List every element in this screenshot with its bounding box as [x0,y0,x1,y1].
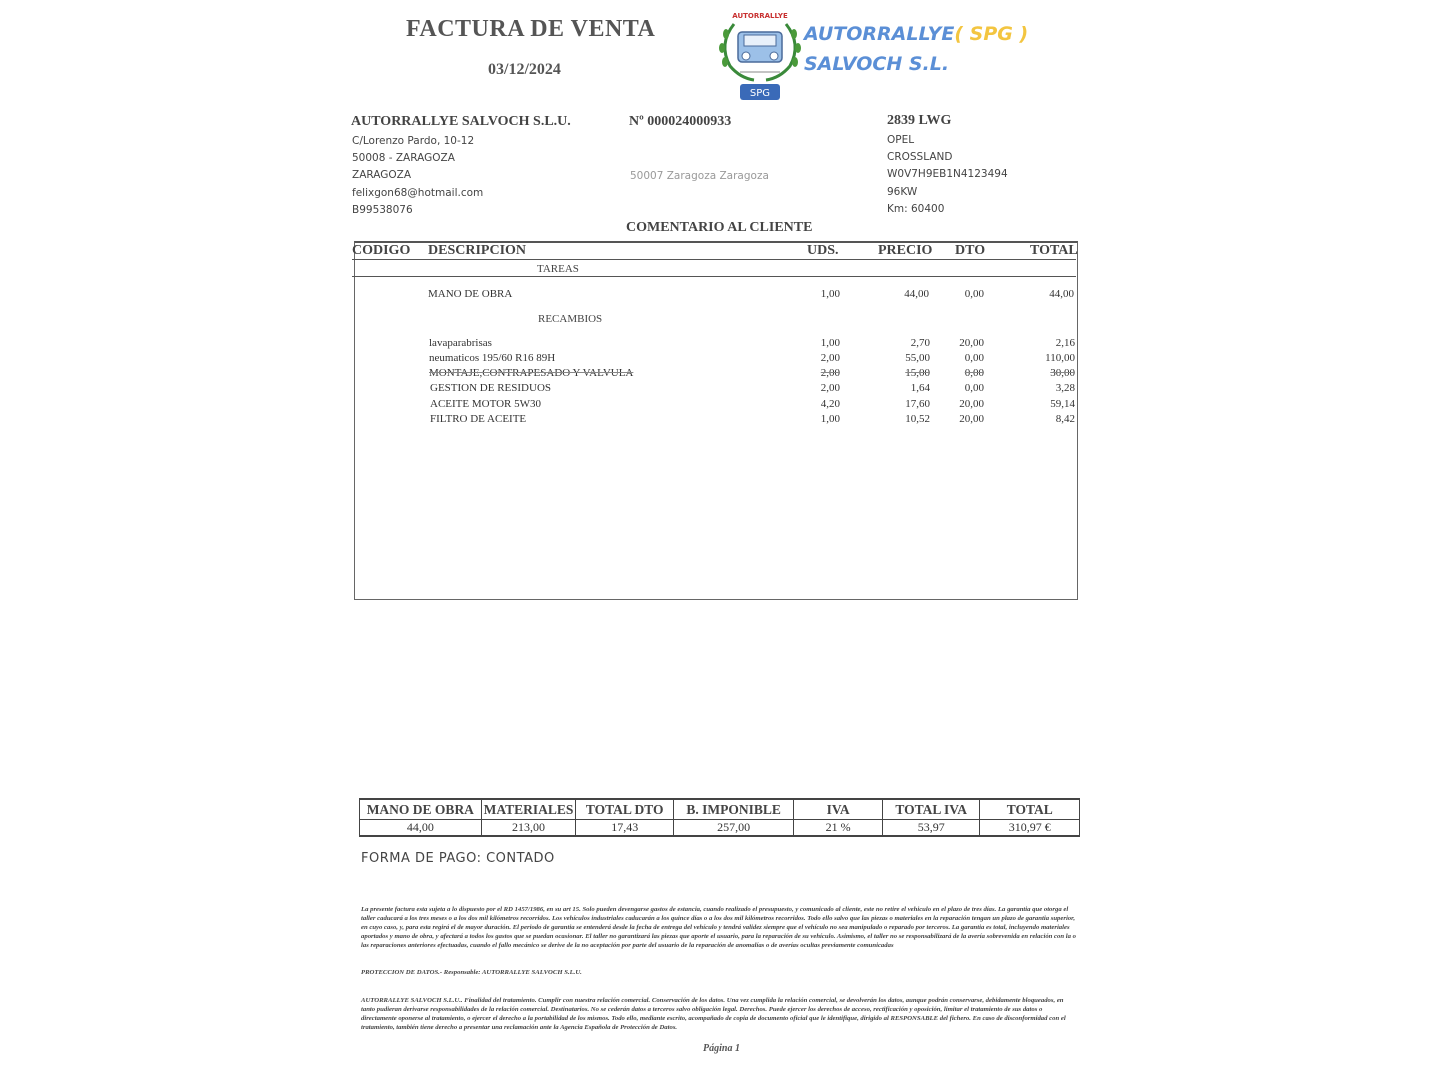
totals-value-vat-total: 53,97 [882,820,980,837]
table-row [0,413,1440,428]
col-header-uds: UDS. [807,243,839,258]
row-desc: ACEITE MOTOR 5W30 [430,398,542,410]
section-tasks: TAREAS [537,263,579,275]
row-price: 1,64 [910,382,930,394]
section-parts: RECAMBIOS [538,313,603,325]
vehicle-vin: W0V7H9EB1N4123494 [887,168,1008,181]
logo-text: AUTORRALLYE [732,12,788,20]
company-city: ZARAGOZA [352,169,412,182]
header-rule [352,259,1076,260]
row-price: 15,00 [905,367,930,379]
row-uds: 1,00 [820,337,840,349]
vehicle-power: 96KW [887,185,918,198]
row-dto: 20,00 [959,398,984,410]
row-dto: 0,00 [964,352,984,364]
table-row [0,337,1440,352]
totals-value-vat: 21 % [794,820,883,837]
totals-value-discount: 17,43 [576,820,674,837]
totals-table [359,798,1080,837]
totals-value-taxable: 257,00 [673,820,793,837]
totals-header-taxable: B. IMPONIBLE [673,799,793,820]
totals-header-vat: IVA [794,799,883,820]
table-row-labor [0,288,1440,303]
row-dto: 0,00 [964,382,984,394]
totals-header-vat-total: TOTAL IVA [882,799,980,820]
row-price: 2,70 [910,337,930,349]
vehicle-make: OPEL [887,134,915,146]
row-price: 17,60 [905,398,930,410]
row-uds: 4,20 [820,398,840,410]
col-header-code: CODIGO [352,243,411,258]
row-total: 110,00 [1045,352,1075,364]
totals-value-materials: 213,00 [481,820,576,837]
legal-warranty-text: La presente factura esta sujeta a lo dispuesto por el RD 1457/1986, en su art 15. Solo pueden devengarse gastos de estancia, cuando realizado el presupuesto, y comunicado al cliente, este no retire el vehiculo en el plazo de tres días. La garantia que otorga el taller caducará a los tres meses o a los dos mil kilómetros recorridos. Los vehículos industriales caducarán a los quince días o a los dos mil kilómetros recorridos. Todo ello salvo que las piezas o materiales en la reparación tengan un plazo de garantia superior, en cuyo caso, y, para esta regirá el de mayor duración. El periodo de garantia se entenderá desde la fecha de entrega del vehículo y tendrá validez siempre que el vehículo no sea manipulado o reparado por terceros. La garantia es total, incluyendo materiales aportados y mano de obra, y afectará a todos los gastos que se puedan ocasionar. El taller no garantizará las piezas que aporte el usuario, para la reparación de su vehículo. Asimismo, el taller no se responsabilizará de la avería sobrevenida en relación con la o las reparaciones anteriores efectuadas, cuando el fallo mecánico se derive de la no aceptación por parte del usuario de la reparación de anomalías o de averías ocultas previamente comunicadas [361,906,1076,950]
company-info [352,133,483,219]
row-desc: GESTION DE RESIDUOS [430,382,551,394]
row-uds: 2,00 [820,367,840,379]
col-header-dto: DTO [955,243,986,258]
company-name: AUTORRALLYE SALVOCH S.L.U. [351,114,571,129]
row-dto: 0,00 [964,367,984,379]
client-address-partial: 50007 Zaragoza Zaragoza [630,170,769,182]
totals-header-discount: TOTAL DTO [576,799,674,820]
table-row [0,382,1440,397]
row-total: 8,42 [1055,413,1075,425]
brand-text [804,19,1028,79]
row-total: 30,00 [1050,367,1075,379]
vehicle-model: CROSSLAND [887,151,953,164]
row-price: 55,00 [905,352,930,364]
row-price: 44,00 [904,288,929,300]
vehicle-info [887,132,1008,218]
col-header-total: TOTAL [1030,243,1078,258]
row-desc: neumaticos 195/60 R16 89H [429,352,556,364]
company-email: felixgon68@hotmail.com [352,186,484,199]
row-price: 10,52 [905,413,930,425]
row-total: 44,00 [1049,288,1074,300]
totals-header-total: TOTAL [980,799,1080,820]
invoice-number: Nº 000024000933 [629,114,732,129]
row-desc: lavaparabrisas [429,337,492,349]
row-desc: MONTAJE,CONTRAPESADO Y VALVULA [429,367,634,379]
brand-line1: AUTORRALLYE [804,23,955,45]
row-total: 2,16 [1055,337,1075,349]
brand-line2: SALVOCH S.L. [804,53,950,75]
invoice-date: 03/12/2024 [488,61,561,78]
company-address: C/Lorenzo Pardo, 10-12 [352,135,475,147]
logo-badge: SPG [749,88,771,99]
company-nif: B99538076 [352,203,413,216]
row-uds: 1,00 [820,413,840,425]
totals-header-materials: MATERIALES [481,799,576,820]
row-uds: 1,00 [820,288,840,300]
vehicle-km: Km: 60400 [887,202,945,215]
row-total: 3,28 [1055,382,1075,394]
totals-header-labor: MANO DE OBRA [360,799,482,820]
company-logo [712,4,808,104]
row-desc: FILTRO DE ACEITE [430,413,527,425]
table-row [0,398,1440,413]
row-desc: MANO DE OBRA [428,288,513,300]
legal-data-protection-text: AUTORRALLYE SALVOCH S.L.U.. Finalidad del tratamiento. Cumplir con nuestra relación comercial. Conservación de los datos. Una vez cumplida la relación comercial, se devolverán los datos, aunque podrán conservarse, debidamente bloqueados, en tanto pudieran derivarse responsabilidades de la relación comercial. Destinatarios. No se cederán datos a terceros salvo obligación legal. Derechos. Puede ejercer los derechos de acceso, rectificación y oposición, limitar el tratamiento de sus datos o directamente oponerse al tratamiento, o ejercer el derecho a la portabilidad de los mismos. Todo ello, mediante escrito, acompañado de copia de documento oficial que le identifique, dirigido al RESPONSABLE del fichero. En caso de disconformidad con el tratamiento, también tiene derecho a presentar una reclamación ante la Agencia Española de Protección de Datos. [361,997,1066,1032]
col-header-desc: DESCRIPCION [428,243,527,258]
brand-spg: ( SPG ) [954,23,1029,45]
legal-data-protection-title: PROTECCION DE DATOS.- Responsable: AUTORRALLYE SALVOCH S.L.U. [361,969,582,976]
page-number: Página 1 [703,1043,740,1054]
invoice-title: FACTURA DE VENTA [406,16,656,42]
header-rule-bottom [352,276,1076,277]
company-postal: 50008 - ZARAGOZA [352,152,455,165]
row-dto: 20,00 [959,337,984,349]
table-row [0,352,1440,367]
comment-title: COMENTARIO AL CLIENTE [626,220,813,235]
table-row [0,367,1440,382]
row-total: 59,14 [1050,398,1075,410]
row-uds: 2,00 [820,352,840,364]
col-header-price: PRECIO [878,243,933,258]
payment-method: FORMA DE PAGO: CONTADO [361,851,555,866]
row-uds: 2,00 [820,382,840,394]
totals-value-labor: 44,00 [360,820,482,837]
row-dto: 0,00 [964,288,984,300]
vehicle-plate: 2839 LWG [887,113,952,128]
totals-value-total: 310,97 € [980,820,1080,837]
row-dto: 20,00 [959,413,984,425]
